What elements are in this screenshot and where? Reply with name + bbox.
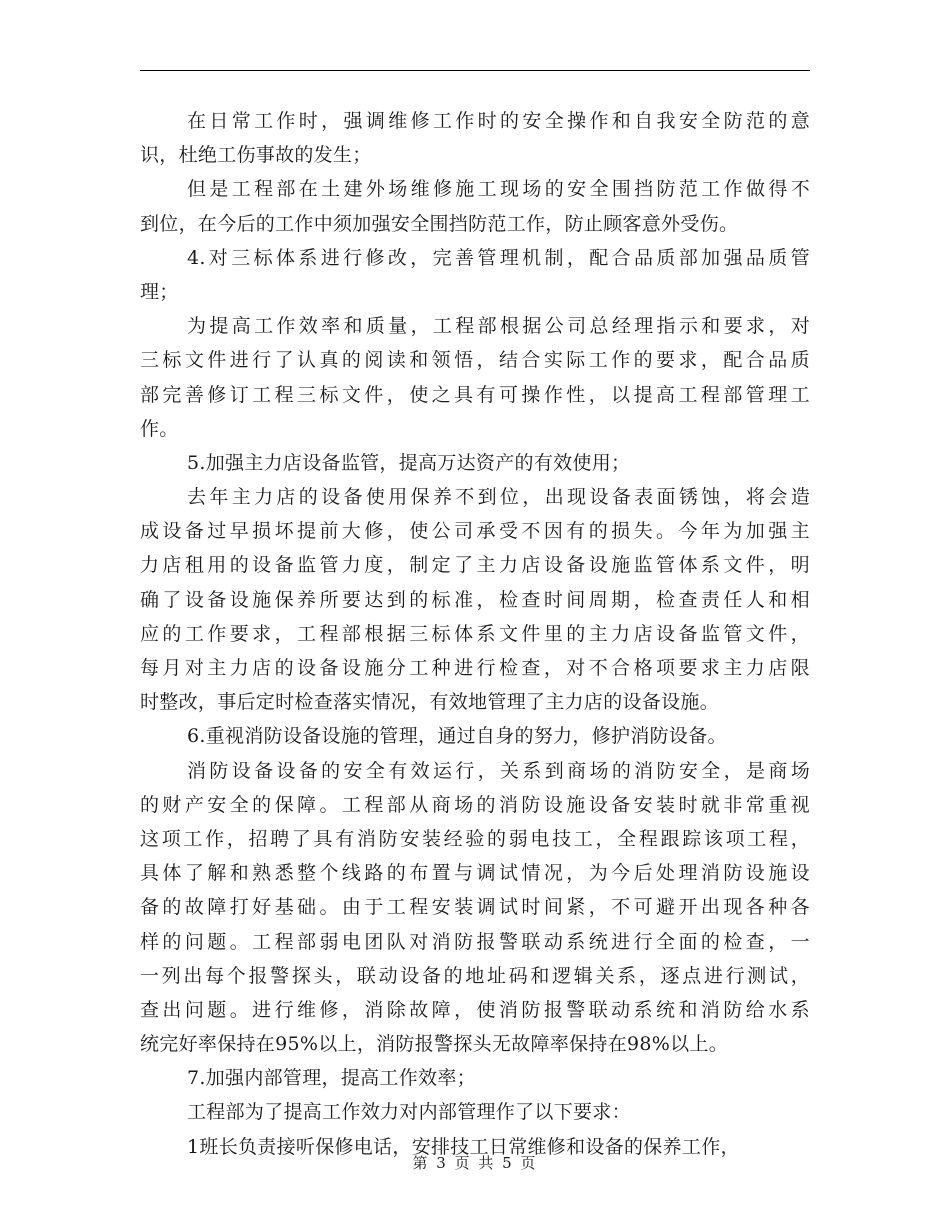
text-line: 5.加强主力店设备监管，提高万达资产的有效使用； (187, 451, 631, 474)
header-rule (140, 70, 810, 71)
text-line: 为提高工作效率和质量，工程部根据公司总经理指示和要求，对 (187, 315, 810, 338)
text-line: 的财产安全的保障。工程部从商场的消防设施设备安装时就非常重视 (140, 793, 810, 816)
text-line: 每月对主力店的设备设施分工种进行检查，对不合格项要求主力店限 (140, 657, 810, 679)
text-line: 样的问题。工程部弱电团队对消防报警联动系统进行全面的检查，一 (140, 930, 810, 953)
text-line: 4.对三标体系进行修改，完善管理机制，配合品质部加强品质管 (187, 246, 810, 269)
text-line: 确了设备设施保养所要达到的标准，检查时间周期，检查责任人和相 (140, 588, 810, 611)
text-line: 时整改，事后定时检查落实情况，有效地管理了主力店的设备设施。 (140, 691, 720, 714)
text-line: 成设备过早损坏提前大修，使公司承受不因有的损失。今年为加强主 (140, 520, 810, 543)
text-line: 统完好率保持在95%以上，消防报警探头无故障率保持在98%以上。 (140, 1033, 729, 1056)
text-line: 理； (140, 280, 179, 303)
text-line: 力店租用的设备监管力度，制定了主力店设备设施监管体系文件，明 (140, 554, 810, 577)
page-footer: 第 3 页 共 5 页 (412, 1154, 538, 1172)
text-line: 具体了解和熟悉整个线路的布置与调试情况，为今后处理消防设施设 (140, 862, 810, 885)
text-line: 在日常工作时，强调维修工作时的安全操作和自我安全防范的意 (187, 110, 810, 132)
text-line: 去年主力店的设备使用保养不到位，出现设备表面锈蚀，将会造 (187, 486, 810, 509)
text-line: 部完善修订工程三标文件，使之具有可操作性，以提高工程部管理工 (140, 383, 810, 406)
text-line: 作。 (140, 417, 179, 440)
document-body (140, 104, 810, 1164)
text-line: 备的故障打好基础。由于工程安装调试时间紧，不可避开出现各种各 (140, 896, 810, 919)
text-line: 1班长负责接听保修电话，安排技工日常维修和设备的保养工作， (187, 1135, 740, 1158)
text-line: 这项工作，招聘了具有消防安装经验的弱电技工，全程跟踪该项工程， (140, 827, 810, 850)
text-line: 但是工程部在土建外场维修施工现场的安全围挡防范工作做得不 (187, 178, 810, 201)
text-line: 三标文件进行了认真的阅读和领悟，结合实际工作的要求，配合品质 (140, 349, 810, 372)
text-line: 工程部为了提高工作效力对内部管理作了以下要求： (187, 1101, 631, 1124)
text-line: 识，杜绝工伤事故的发生； (140, 144, 372, 167)
text-line: 6.重视消防设备设施的管理，通过自身的努力，修护消防设备。 (187, 725, 727, 748)
text-line: 查出问题。进行维修，消除故障，使消防报警联动系统和消防给水系 (140, 998, 810, 1021)
text-line: 应的工作要求，工程部根据三标体系文件里的主力店设备监管文件， (140, 622, 810, 645)
text-line: 到位，在今后的工作中须加强安全围挡防范工作，防止顾客意外受伤。 (140, 212, 739, 235)
text-line: 消防设备设备的安全有效运行，关系到商场的消防安全，是商场 (187, 759, 810, 782)
text-line: 7.加强内部管理，提高工作效率； (187, 1067, 476, 1090)
text-line: 一列出每个报警探头，联动设备的地址码和逻辑关系，逐点进行测试， (140, 964, 810, 987)
